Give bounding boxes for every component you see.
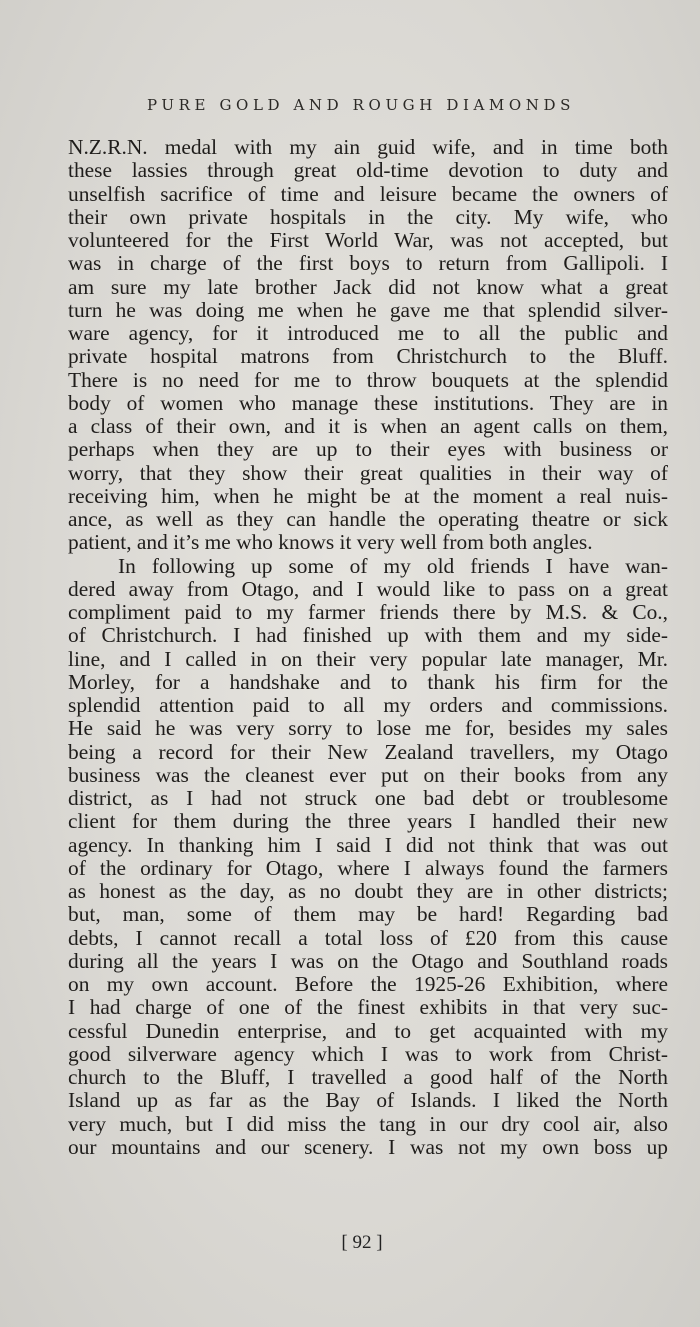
- text-line: splendid attention paid to all my orders and commissions.: [68, 693, 668, 717]
- text-line: ware agency, for it introduced me to all the public and: [68, 321, 668, 345]
- text-line: as honest as the day, as no doubt they are in other districts;: [68, 879, 668, 903]
- text-line: ance, as well as they can handle the operating theatre or sick: [68, 507, 668, 531]
- text-line: agency. In thanking him I said I did not think that was out: [68, 832, 668, 857]
- text-line: district, as I had not struck one bad debt or troublesome: [68, 786, 668, 810]
- text-line: church to the Bluff, I travelled a good half of the North: [68, 1065, 668, 1089]
- text-line: unselfish sacrifice of time and leisure became the owners of: [68, 181, 668, 206]
- text-line: our mountains and our scenery. I was not my own boss up: [68, 1134, 668, 1159]
- paragraph-start-line: In following up some of my old friends I have wan-: [118, 553, 668, 578]
- text-line: of the ordinary for Otago, where I always found the farmers: [68, 855, 668, 880]
- text-line: of Christchurch. I had finished up with them and my side-: [68, 623, 668, 648]
- text-line: receiving him, when he might be at the moment a real nuis-: [68, 483, 668, 508]
- text-line: was in charge of the first boys to return from Gallipoli. I: [68, 251, 668, 276]
- text-line: on my own account. Before the 1925-26 Exhibition, where: [68, 972, 668, 996]
- text-line: but, man, some of them may be hard! Regarding bad: [68, 902, 668, 927]
- text-line: good silverware agency which I was to work from Christ-: [68, 1041, 668, 1066]
- text-line: perhaps when they are up to their eyes with business or: [68, 437, 668, 462]
- text-line: volunteered for the First World War, was not accepted, but: [68, 228, 668, 252]
- text-line: private hospital matrons from Christchurch to the Bluff.: [68, 344, 668, 369]
- text-line: client for them during the three years I handled their new: [68, 809, 668, 834]
- running-head: PURE GOLD AND ROUGH DIAMONDS: [146, 96, 575, 114]
- text-line: dered away from Otago, and I would like to pass on a great: [68, 576, 668, 601]
- text-line: I had charge of one of the finest exhibits in that very suc-: [68, 995, 668, 1020]
- body-text: [68, 136, 668, 1159]
- page-number: [ 92 ]: [341, 1232, 383, 1253]
- text-line: He said he was very sorry to lose me for, besides my sales: [68, 716, 668, 741]
- text-line: these lassies through great old-time devotion to duty and: [68, 158, 668, 183]
- text-line: debts, I cannot recall a total loss of £20 from this cause: [68, 925, 668, 950]
- text-line: during all the years I was on the Otago and Southland roads: [68, 948, 668, 973]
- text-line: turn he was doing me when he gave me that splendid silver-: [68, 297, 668, 322]
- text-line: business was the cleanest ever put on their books from any: [68, 762, 668, 787]
- text-line: body of women who manage these institutions. They are in: [68, 390, 668, 415]
- text-line: very much, but I did miss the tang in our dry cool air, also: [68, 1111, 668, 1136]
- text-line: cessful Dunedin enterprise, and to get acquainted with my: [68, 1018, 668, 1043]
- text-line: a class of their own, and it is when an agent calls on them,: [68, 414, 668, 438]
- text-line: There is no need for me to throw bouquets at the splendid: [68, 367, 668, 392]
- text-line: Island up as far as the Bay of Islands. I liked the North: [68, 1088, 668, 1113]
- text-line: their own private hospitals in the city. My wife, who: [68, 204, 668, 229]
- text-line: compliment paid to my farmer friends there by M.S. & Co.,: [68, 600, 668, 624]
- paragraph-end-line: patient, and it’s me who knows it very well from both angles.: [68, 530, 593, 555]
- text-line: N.Z.R.N. medal with my ain guid wife, and in time both: [68, 135, 668, 159]
- text-line: worry, that they show their great qualities in their way of: [68, 460, 668, 485]
- text-line: Morley, for a handshake and to thank his firm for the: [68, 669, 668, 694]
- text-line: line, and I called in on their very popular late manager, Mr.: [68, 646, 668, 671]
- text-line: am sure my late brother Jack did not know what a great: [68, 274, 668, 299]
- text-line: being a record for their New Zealand travellers, my Otago: [68, 739, 668, 764]
